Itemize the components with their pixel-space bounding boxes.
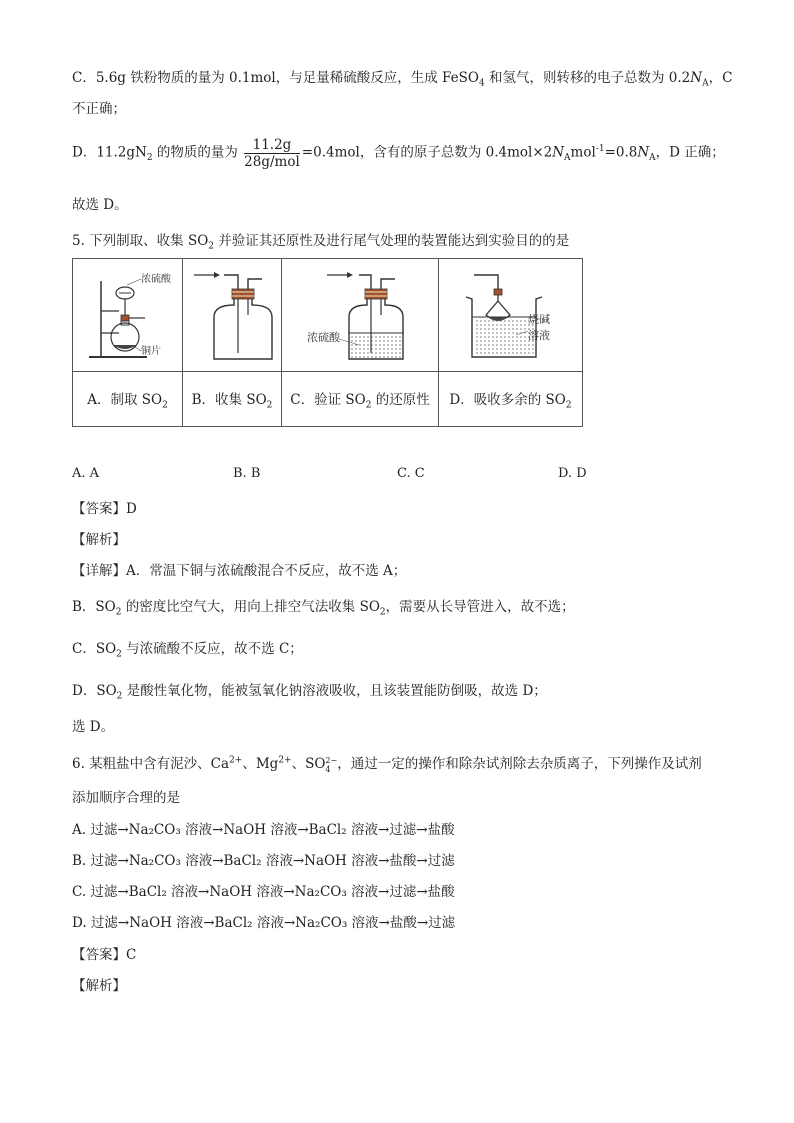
apparatus-a	[73, 259, 183, 372]
q6-option-a: A. 过滤→Na₂CO₃ 溶液→NaOH 溶液→BaCl₂ 溶液→过滤→盐酸	[72, 822, 455, 838]
q5-stem: 5. 下列制取、收集 $SO_2$ 并验证其还原性及进行尾气处理的装置能达到实验目的的是	[72, 233, 570, 252]
caption-c: C．验证 $SO_2$ 的还原性	[282, 372, 439, 427]
q5-answer: 【答案】D	[72, 501, 137, 517]
q6-analysis: 【解析】	[72, 978, 126, 994]
q6-stem-line2: 添加顺序合理的是	[72, 790, 180, 806]
sulfate-script: 2− 4	[325, 755, 338, 774]
label-copper: 铜片	[141, 346, 161, 357]
label-caustic-soda: 烧碱	[528, 313, 550, 326]
q5-choice-c: C. C	[397, 466, 425, 481]
q5-detail-d: D．$SO_2$ 是酸性氧化物，能被氢氧化钠溶液吸收，且该装置能防倒吸，故选 D；	[72, 683, 547, 702]
wash-bottle-icon	[283, 259, 437, 367]
q6-answer: 【答案】C	[72, 947, 137, 963]
caption-b: B．收集 $SO_2$	[183, 372, 282, 427]
q5-detail-c: C．$SO_2$ 与浓硫酸不反应，故不选 C；	[72, 641, 303, 660]
apparatus-table	[72, 258, 583, 427]
label-solution: 溶液	[528, 329, 550, 342]
beaker-funnel-icon	[440, 259, 581, 367]
q4-option-c-line2: 不正确；	[72, 101, 126, 117]
q5-analysis: 【解析】	[72, 532, 126, 548]
q5-choice-d: D. D	[558, 466, 587, 481]
q5-choice-b: B. B	[233, 466, 261, 481]
q5-detail-a: 【详解】A．常温下铜与浓硫酸混合不反应，故不选 A；	[72, 563, 407, 579]
q4-option-c-line1: C．5.6g 铁粉物质的量为 0.1mol，与足量稀硫酸反应，生成 FeSO$_4$ 和氢气，则转移的电子总数为 $0.2N_A$，C	[72, 70, 733, 89]
q6-stem-line1: 6. 某粗盐中含有泥沙、$Ca^{2+}$、$Mg^{2+}$、SO 2− 4 ，通过一定的操作和除杂试剂除去杂质离子，下列操作及试剂	[72, 755, 702, 774]
gas-bottle-icon	[184, 259, 280, 367]
apparatus-c	[282, 259, 439, 372]
q6-option-b: B. 过滤→Na₂CO₃ 溶液→BaCl₂ 溶液→NaOH 溶液→盐酸→过滤	[72, 853, 455, 869]
apparatus-b	[183, 259, 282, 372]
label-concentrated-acid-c: 浓硫酸	[307, 331, 340, 344]
apparatus-d	[439, 259, 583, 372]
q4-option-d: D．$11.2gN_2$ 的物质的量为 $\frac{11.2g}{\text{28g/mol}}$ =0.4mol，含有的原子总数为 $0.4mol\times 2N_Amol^{-1}=0.8N_A$，D 正确；	[72, 136, 725, 170]
q6-option-c: C. 过滤→BaCl₂ 溶液→NaOH 溶液→Na₂CO₃ 溶液→过滤→盐酸	[72, 884, 455, 900]
q5-conclusion: 选 D。	[72, 719, 115, 735]
caption-d: D．吸收多余的 $SO_2$	[439, 372, 583, 427]
generator-flask-icon	[75, 259, 180, 367]
fraction: $\frac{11.2g}{\text{28g/mol}}$	[244, 136, 300, 170]
label-concentrated-acid-a: 浓硫酸	[141, 274, 171, 285]
q6-option-d: D. 过滤→NaOH 溶液→BaCl₂ 溶液→Na₂CO₃ 溶液→盐酸→过滤	[72, 915, 456, 931]
q5-detail-b: B．$SO_2$ 的密度比空气大，用向上排空气法收集 $SO_2$，需要从长导管进入，故不选；	[72, 599, 575, 618]
q4-conclusion: 故选 D。	[72, 197, 128, 213]
caption-a: A．制取 $SO_2$	[73, 372, 183, 427]
q5-choice-a: A. A	[72, 466, 100, 481]
